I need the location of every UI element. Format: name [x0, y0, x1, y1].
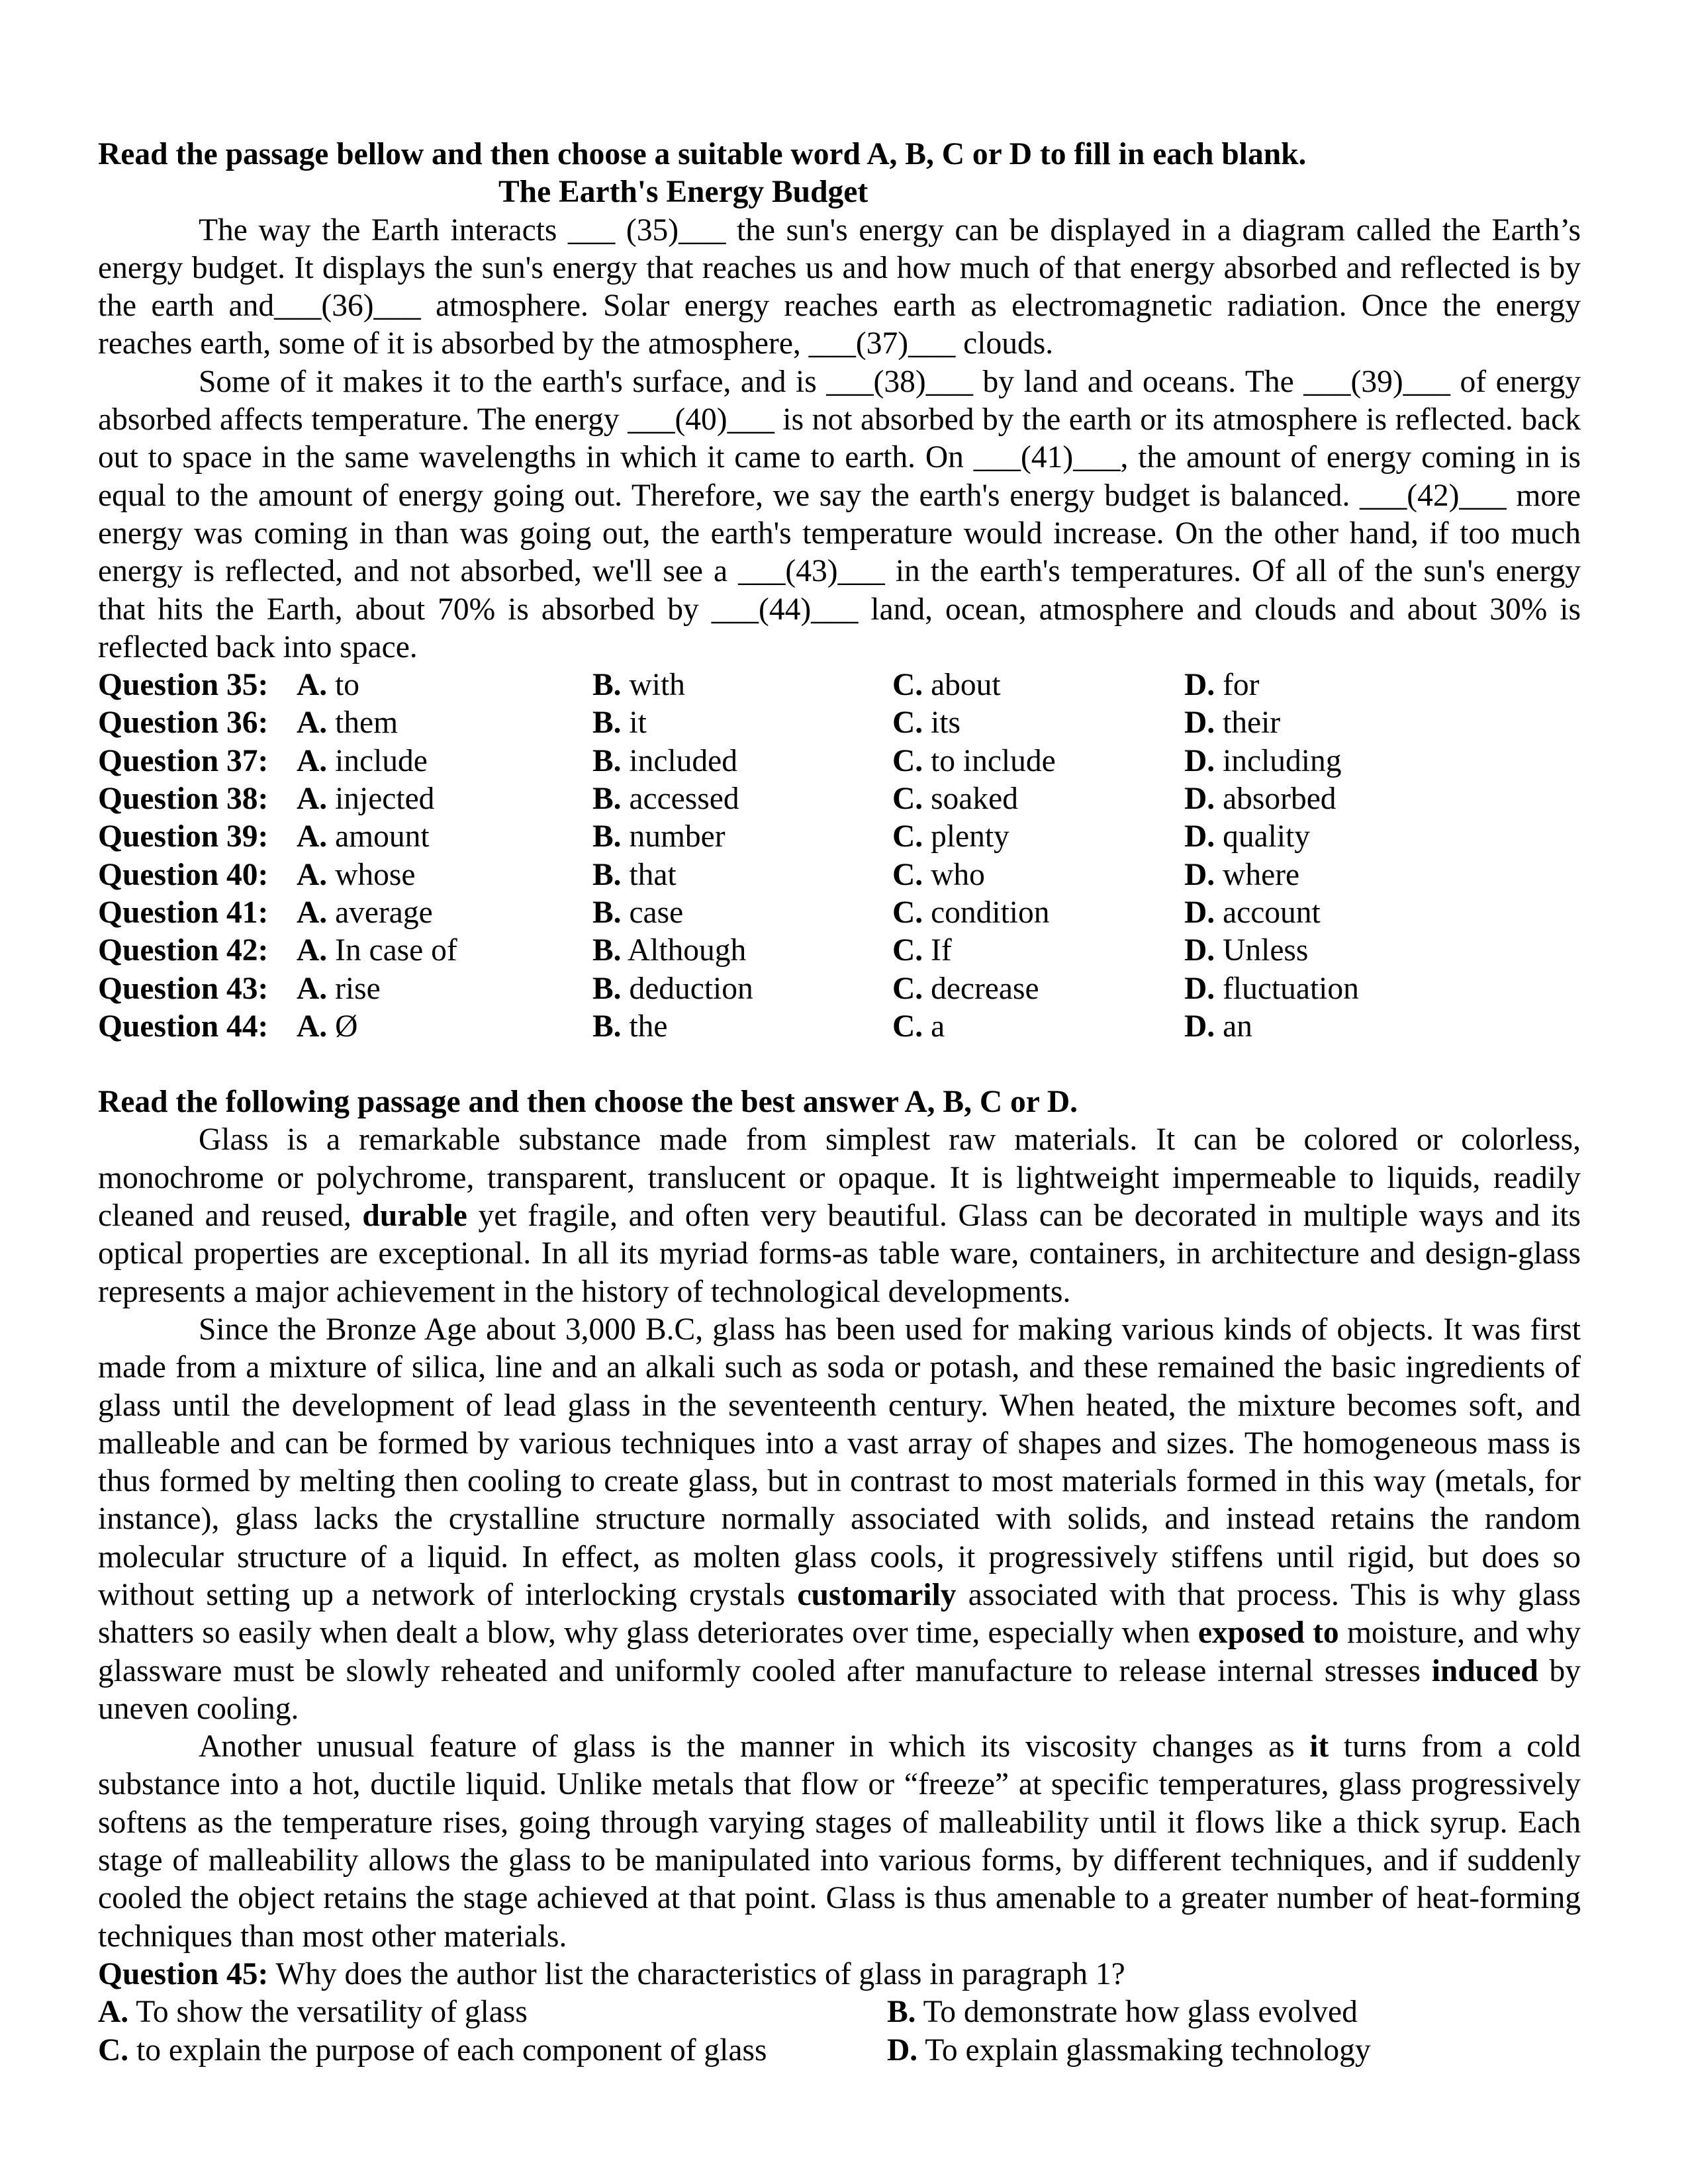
text-run: Glass is a remarkable substance made from simplest raw materials. It can be colored or colorless, monochrome or polychrome, transparent, translucent or opaque. It is lightweight impermeable to liquids, readily cleaned and reused, — [98, 1122, 1581, 1234]
option-letter: D. — [887, 2032, 918, 2068]
question-label: Question 35: — [98, 668, 269, 703]
option-c[interactable] — [892, 780, 1184, 818]
option-b[interactable] — [592, 932, 892, 970]
option-letter: D. — [1184, 819, 1215, 854]
highlighted-word-it: it — [1309, 1729, 1329, 1764]
option-letter: C. — [892, 743, 923, 778]
option-text: plenty — [931, 819, 1009, 854]
question-38 — [98, 780, 1581, 818]
option-text: soaked — [931, 782, 1018, 817]
option-a[interactable] — [297, 666, 592, 704]
question-43 — [98, 970, 1581, 1008]
option-letter: A. — [297, 668, 328, 703]
question-label: Question 43: — [98, 971, 269, 1006]
option-a[interactable] — [297, 894, 592, 932]
option-letter: A. — [297, 933, 328, 968]
option-letter: A. — [98, 1995, 129, 2030]
text-run: turns from a cold substance into a hot, ductile liquid. Unlike metals that flow or “freeze” at specific temperatures, glass progressively softens as the temperature rises, going through varying stages of malleability until it flows like a thick syrup. Each stage of malleability allows the glass to be manipulated into various forms, by different techniques, and if suddenly cooled the object retains the stage achieved at that point. Glass is thus amenable to a greater number of heat-forming techniques than most other materials. — [98, 1729, 1581, 1954]
option-text: where — [1223, 857, 1300, 892]
option-letter: C. — [892, 782, 923, 817]
option-a[interactable] — [98, 1993, 887, 2031]
option-b[interactable] — [592, 666, 892, 704]
question-45 — [98, 1956, 1581, 2070]
option-letter: A. — [297, 857, 328, 892]
option-text: fluctuation — [1223, 971, 1359, 1006]
option-a[interactable] — [297, 743, 592, 780]
option-letter: B. — [592, 933, 622, 968]
question-text: Why does the author list the characteristics of glass in paragraph 1? — [268, 1956, 1125, 1991]
option-text: Ø — [335, 1009, 358, 1044]
option-text: about — [931, 668, 1001, 703]
option-letter: A. — [297, 705, 328, 741]
option-letter: C. — [892, 668, 923, 703]
option-text: them — [335, 705, 399, 741]
highlighted-word-exposed-to: exposed to — [1197, 1615, 1339, 1651]
highlighted-word-customarily: customarily — [797, 1577, 957, 1612]
option-a[interactable] — [297, 970, 592, 1008]
option-text: it — [629, 705, 647, 741]
option-d[interactable] — [1184, 743, 1449, 780]
question-44 — [98, 1008, 1581, 1046]
question-label: Question 36: — [98, 705, 269, 741]
highlighted-word-durable: durable — [362, 1199, 467, 1234]
option-letter: A. — [297, 1009, 328, 1044]
option-letter: C. — [98, 2032, 129, 2068]
option-letter: A. — [297, 782, 328, 817]
option-text: decrease — [931, 971, 1039, 1006]
option-a[interactable] — [297, 704, 592, 742]
option-a[interactable] — [297, 780, 592, 818]
option-text: quality — [1223, 819, 1310, 854]
option-letter: D. — [1184, 857, 1215, 892]
question-label: Question 42: — [98, 933, 269, 968]
option-c[interactable] — [892, 818, 1184, 856]
option-text: account — [1223, 895, 1321, 930]
option-letter: C. — [892, 819, 923, 854]
option-letter: C. — [892, 895, 923, 930]
option-letter: B. — [592, 782, 622, 817]
passage1-paragraph-1: The way the Earth interacts ___ (35)___ the sun's energy can be displayed in a diagram called the Earth’s energy budget. It displays the sun's energy that reaches us and how much of that energy absorbed and reflected is by the earth and___(36)___ atmosphere. Solar energy reaches earth as electromagnetic radiation. Once the energy reaches earth, some of it is absorbed by the atmosphere, ___(37)___ clouds. — [98, 212, 1581, 361]
option-d[interactable] — [1184, 780, 1449, 818]
text-run: Another unusual feature of glass is the manner in which its viscosity changes as — [199, 1729, 1310, 1764]
option-letter: D. — [1184, 1009, 1215, 1044]
option-c[interactable] — [892, 743, 1184, 780]
option-b[interactable] — [592, 856, 892, 894]
option-text: including — [1223, 743, 1342, 778]
option-text: a — [931, 1009, 945, 1044]
option-c[interactable] — [892, 666, 1184, 704]
question-41 — [98, 894, 1581, 932]
passage2-paragraph-3 — [98, 1728, 1581, 1956]
option-b[interactable] — [592, 704, 892, 742]
option-letter: B. — [592, 895, 622, 930]
option-text: with — [629, 668, 685, 703]
option-text: To show the versatility of glass — [128, 1995, 528, 2030]
option-letter: B. — [592, 743, 622, 778]
option-text: whose — [335, 857, 416, 892]
option-letter: D. — [1184, 705, 1215, 741]
option-letter: A. — [297, 743, 328, 778]
option-letter: D. — [1184, 933, 1215, 968]
option-c[interactable] — [98, 2032, 887, 2070]
option-text: case — [629, 895, 684, 930]
option-text: to — [335, 668, 360, 703]
option-text: its — [931, 705, 961, 741]
section-spacer — [98, 1046, 1581, 1083]
option-text: amount — [335, 819, 430, 854]
question-label: Question 40: — [98, 857, 269, 892]
option-letter: B. — [592, 971, 622, 1006]
text-run: Since the Bronze Age about 3,000 B.C, glass has been used for making various kinds of objects. It was first made from a mixture of silica, line and an alkali such as soda or potash, and these remained the basic ingredients of glass until the development of lead glass in the seventeenth century. When heated, the mixture becomes soft, and malleable and can be formed by various techniques into a vast array of shapes and sizes. The homogeneous mass is thus formed by melting then cooling to create glass, but in contrast to most materials formed in this way (metals, for instance), glass lacks the crystalline structure normally associated with solids, and instead retains the random molecular structure of a liquid. In effect, as molten glass cools, it progressively stiffens until rigid, but does so without setting up a network of interlocking crystals — [98, 1312, 1581, 1612]
option-text: to include — [931, 743, 1056, 778]
option-letter: D. — [1184, 743, 1215, 778]
option-letter: C. — [892, 933, 923, 968]
option-text: If — [931, 933, 952, 968]
option-text: to explain the purpose of each component of glass — [128, 2032, 767, 2068]
option-text: that — [629, 857, 677, 892]
option-letter: C. — [892, 1009, 923, 1044]
option-letter: A. — [297, 895, 328, 930]
section1-instruction: Read the passage bellow and then choose a suitable word A, B, C or D to fill in each blank. — [98, 137, 1307, 171]
option-text: injected — [335, 782, 435, 817]
option-text: deduction — [629, 971, 753, 1006]
option-letter: A. — [297, 819, 328, 854]
option-c[interactable] — [892, 970, 1184, 1008]
option-letter: C. — [892, 705, 923, 741]
option-c[interactable] — [892, 1008, 1184, 1046]
option-text: accessed — [629, 782, 739, 817]
question-35 — [98, 666, 1581, 704]
exam-page — [98, 136, 1581, 2070]
option-d[interactable] — [1184, 704, 1449, 742]
question-label: Question 38: — [98, 782, 269, 817]
option-text: rise — [335, 971, 381, 1006]
passage-title: The Earth's Energy Budget — [498, 175, 868, 210]
option-text: Unless — [1223, 933, 1309, 968]
option-text: Although — [627, 933, 747, 968]
option-c[interactable] — [892, 856, 1184, 894]
question-40 — [98, 856, 1581, 894]
option-text: To explain glassmaking technology — [917, 2032, 1371, 2068]
options-row-2 — [98, 2032, 1581, 2070]
passage2-paragraph-2 — [98, 1311, 1581, 1728]
option-a[interactable] — [297, 932, 592, 970]
option-c[interactable] — [892, 932, 1184, 970]
option-text: an — [1223, 1009, 1252, 1044]
question-39 — [98, 818, 1581, 856]
option-letter: B. — [887, 1995, 916, 2030]
option-text: In case of — [335, 933, 457, 968]
option-c[interactable] — [892, 894, 1184, 932]
option-letter: B. — [592, 705, 622, 741]
option-d[interactable] — [1184, 894, 1449, 932]
option-letter: D. — [1184, 782, 1215, 817]
passage1-paragraph-2: Some of it makes it to the earth's surface, and is ___(38)___ by land and oceans. The ___(39)___ of energy absorbed affects temperature. The energy ___(40)___ is not absorbed by the earth or its atmosphere is reflected. back out to space in the same wavelengths in which it came to earth. On ___(41)___, the amount of energy coming in is equal to the amount of energy going out. Therefore, we say the earth's energy budget is balanced. ___(42)___ more energy was coming in than was going out, the earth's temperature would increase. On the other hand, if too much energy is reflected, and not absorbed, we'll see a ___(43)___ in the earth's temperatures. Of all of the sun's energy that hits the Earth, about 70% is absorbed by ___(44)___ land, ocean, atmosphere and clouds and about 30% is reflected back into space. — [98, 364, 1581, 664]
option-b[interactable] — [592, 1008, 892, 1046]
option-b[interactable] — [592, 894, 892, 932]
option-letter: B. — [592, 1009, 622, 1044]
option-b[interactable] — [592, 743, 892, 780]
question-label: Question 44: — [98, 1009, 269, 1044]
option-letter: B. — [592, 857, 622, 892]
question-42 — [98, 932, 1581, 970]
option-text: for — [1223, 668, 1260, 703]
question-label: Question 37: — [98, 743, 269, 778]
option-text: the — [629, 1009, 668, 1044]
option-b[interactable] — [592, 970, 892, 1008]
option-letter: D. — [1184, 668, 1215, 703]
question-label: Question 41: — [98, 895, 269, 930]
highlighted-word-induced: induced — [1431, 1653, 1538, 1688]
option-text: number — [629, 819, 726, 854]
question-label: Question 39: — [98, 819, 269, 854]
option-letter: C. — [892, 857, 923, 892]
option-text: included — [629, 743, 737, 778]
option-text: average — [335, 895, 433, 930]
option-letter: D. — [1184, 971, 1215, 1006]
option-text: To demonstrate how glass evolved — [915, 1995, 1358, 2030]
option-d[interactable] — [1184, 666, 1449, 704]
option-text: absorbed — [1223, 782, 1336, 817]
option-a[interactable] — [297, 818, 592, 856]
text-run: yet fragile, and often very beautiful. Glass can be decorated in multiple ways and its optical properties are exceptional. In all its myriad forms-as table ware, containers, in architecture and design-glass represents a major achievement in the history of technological developments. — [98, 1199, 1581, 1309]
option-text: condition — [931, 895, 1050, 930]
text-run: by uneven cooling. — [98, 1653, 1581, 1726]
option-b[interactable] — [592, 780, 892, 818]
option-b[interactable] — [887, 1993, 1358, 2031]
option-a[interactable] — [297, 1008, 592, 1046]
option-d[interactable] — [1184, 818, 1449, 856]
option-d[interactable] — [1184, 856, 1449, 894]
option-d[interactable] — [1184, 932, 1449, 970]
option-letter: C. — [892, 971, 923, 1006]
option-a[interactable] — [297, 856, 592, 894]
question-36 — [98, 704, 1581, 742]
option-letter: D. — [1184, 895, 1215, 930]
question-list — [98, 666, 1581, 1046]
options-row-1 — [98, 1993, 1581, 2031]
question-37 — [98, 743, 1581, 780]
option-d[interactable] — [1184, 1008, 1449, 1046]
text-run: associated with that process. This is why glass shatters so easily when dealt a blow, why glass deteriorates over time, especially when — [98, 1577, 1581, 1651]
option-letter: B. — [592, 819, 622, 854]
option-d[interactable] — [887, 2032, 1371, 2070]
text-run: moisture, and why glassware must be slowly reheated and uniformly cooled after manufacture to release internal stresses — [98, 1615, 1581, 1688]
option-text: include — [335, 743, 428, 778]
option-d[interactable] — [1184, 970, 1449, 1008]
option-text: who — [931, 857, 985, 892]
option-letter: B. — [592, 668, 622, 703]
question-label: Question 45: — [98, 1956, 269, 1991]
option-text: their — [1223, 705, 1281, 741]
section2-instruction: Read the following passage and then choose the best answer A, B, C or D. — [98, 1085, 1078, 1120]
option-c[interactable] — [892, 704, 1184, 742]
option-letter: A. — [297, 971, 328, 1006]
passage2-paragraph-1 — [98, 1121, 1581, 1310]
option-b[interactable] — [592, 818, 892, 856]
question-45-stem — [98, 1956, 1581, 1993]
